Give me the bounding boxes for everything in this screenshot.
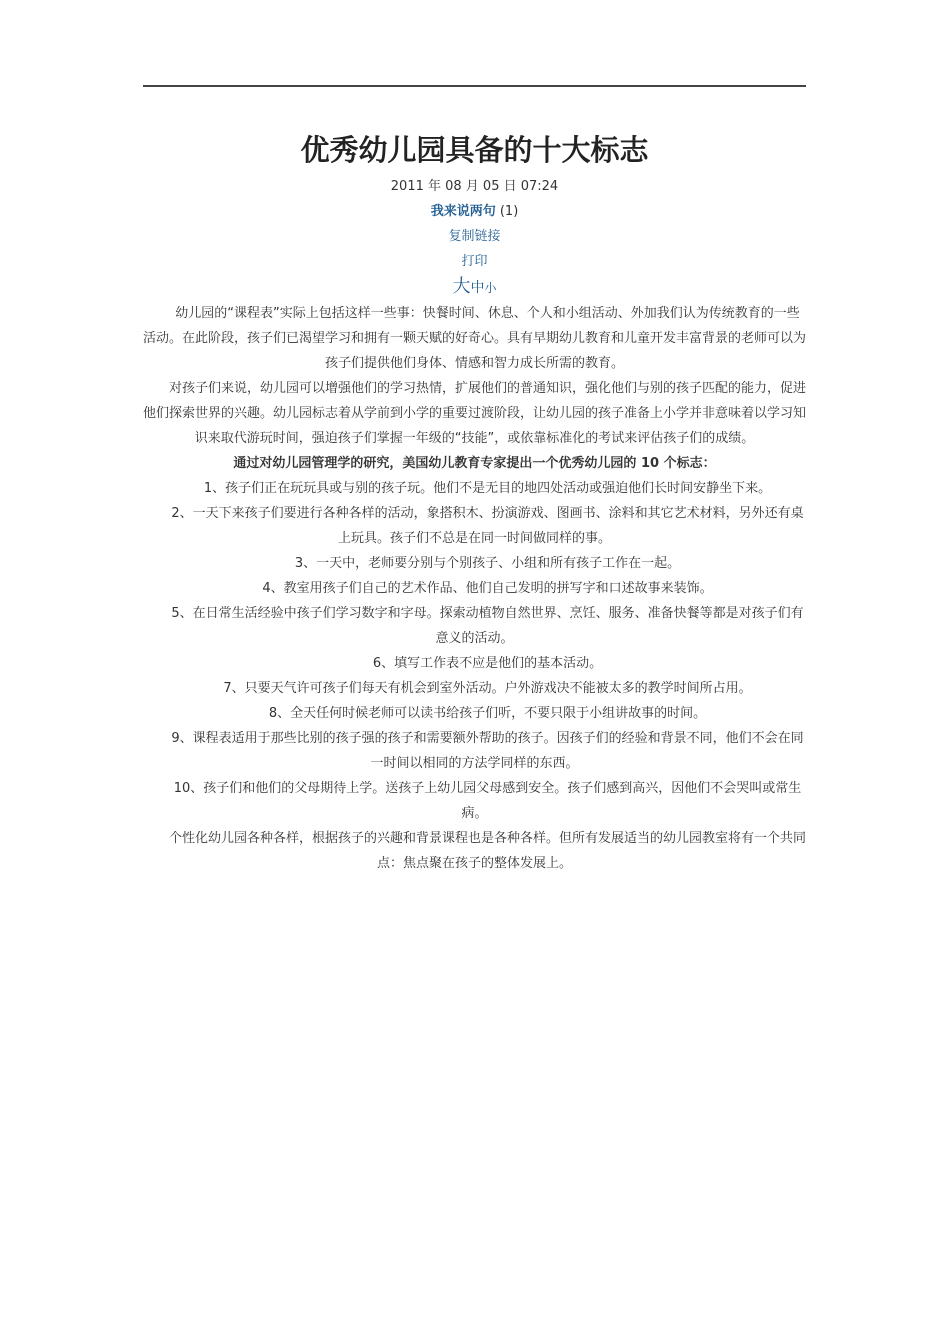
comments-link[interactable]: 我来说两句	[430, 204, 496, 219]
list-item-6: 6、填写工作表不应是他们的基本活动。	[372, 656, 603, 671]
print-button[interactable]: 打印	[461, 254, 488, 269]
list-item-1: 1、孩子们正在玩玩具或与别的孩子玩。他们不是无目的地四处活动或强迫他们长时间安静坐下来。	[203, 481, 772, 496]
top-divider	[143, 85, 806, 87]
list-item-7: 7、只要天气许可孩子们每天有机会到室外活动。户外游戏决不能被太多的教学时间所占用。	[223, 681, 752, 696]
copy-link-row	[143, 224, 806, 249]
list-item-8: 8、全天任何时候老师可以读书给孩子们听，不要只限于小组讲故事的时间。	[268, 706, 707, 721]
list-item-3: 3、一天中，老师要分别与个别孩子、小组和所有孩子工作在一起。	[294, 556, 681, 571]
font-size-large-button[interactable]: 大	[452, 276, 471, 297]
comments-row	[143, 199, 806, 224]
article	[143, 128, 806, 876]
list-item-9: 9、课程表适用于那些比别的孩子强的孩子和需要额外帮助的孩子。因孩子们的经验和背景不同，他们不会在同一时间以相同的方法学同样的东西。	[171, 731, 804, 771]
list-item-5: 5、在日常生活经验中孩子们学习数字和字母。探索动植物自然世界、烹饪、服务、准备快餐等都是对孩子们有意义的活动。	[171, 606, 804, 646]
list-lead: 通过对幼儿园管理学的研究，美国幼儿教育专家提出一个优秀幼儿园的 10 个标志：	[233, 456, 716, 471]
article-title: 优秀幼儿园具备的十大标志	[300, 133, 649, 167]
comments-count: (1)	[499, 204, 519, 219]
list-item-10: 10、孩子们和他们的父母期待上学。送孩子上幼儿园父母感到安全。孩子们感到高兴，因他们不会哭叫或常生病。	[173, 781, 802, 821]
publish-date: 2011 年 08 月 05 日 07:24	[390, 179, 559, 194]
intro-paragraph-1: 幼儿园的“课程表”实际上包括这样一些事：快餐时间、休息、个人和小组活动、外加我们认为传统教育的一些活动。在此阶段，孩子们已渴望学习和拥有一颗天赋的好奇心。具有早期幼儿教育和儿童开发丰富背景的老师可以为孩子们提供他们身体、情感和智力成长所需的教育。	[143, 306, 807, 371]
copy-link-button[interactable]: 复制链接	[448, 229, 501, 244]
list-item-4: 4、教室用孩子们自己的艺术作品、他们自己发明的拼写字和口述故事来装饰。	[262, 581, 713, 596]
list-item-2: 2、一天下来孩子们要进行各种各样的活动，象搭积木、扮演游戏、图画书、涂料和其它艺术材料，另外还有桌上玩具。孩子们不总是在同一时间做同样的事。	[171, 506, 804, 546]
font-size-medium-button[interactable]: 中	[470, 280, 485, 296]
font-size-small-button[interactable]: 小	[484, 281, 497, 295]
article-body	[143, 301, 806, 876]
font-size-selector	[143, 274, 806, 301]
closing-paragraph: 个性化幼儿园各种各样，根据孩子的兴趣和背景课程也是各种各样。但所有发展适当的幼儿园教室将有一个共同点：焦点聚在孩子的整体发展上。	[169, 831, 807, 871]
print-row	[143, 249, 806, 274]
intro-paragraph-2: 对孩子们来说，幼儿园可以增强他们的学习热情，扩展他们的普通知识，强化他们与别的孩子匹配的能力，促进他们探索世界的兴趣。幼儿园标志着从学前到小学的重要过渡阶段，让幼儿园的孩子准备上小学并非意味着以学习知识来取代游玩时间，强迫孩子们掌握一年级的“技能”，或依靠标准化的考试来评估孩子们的成绩。	[143, 381, 807, 446]
